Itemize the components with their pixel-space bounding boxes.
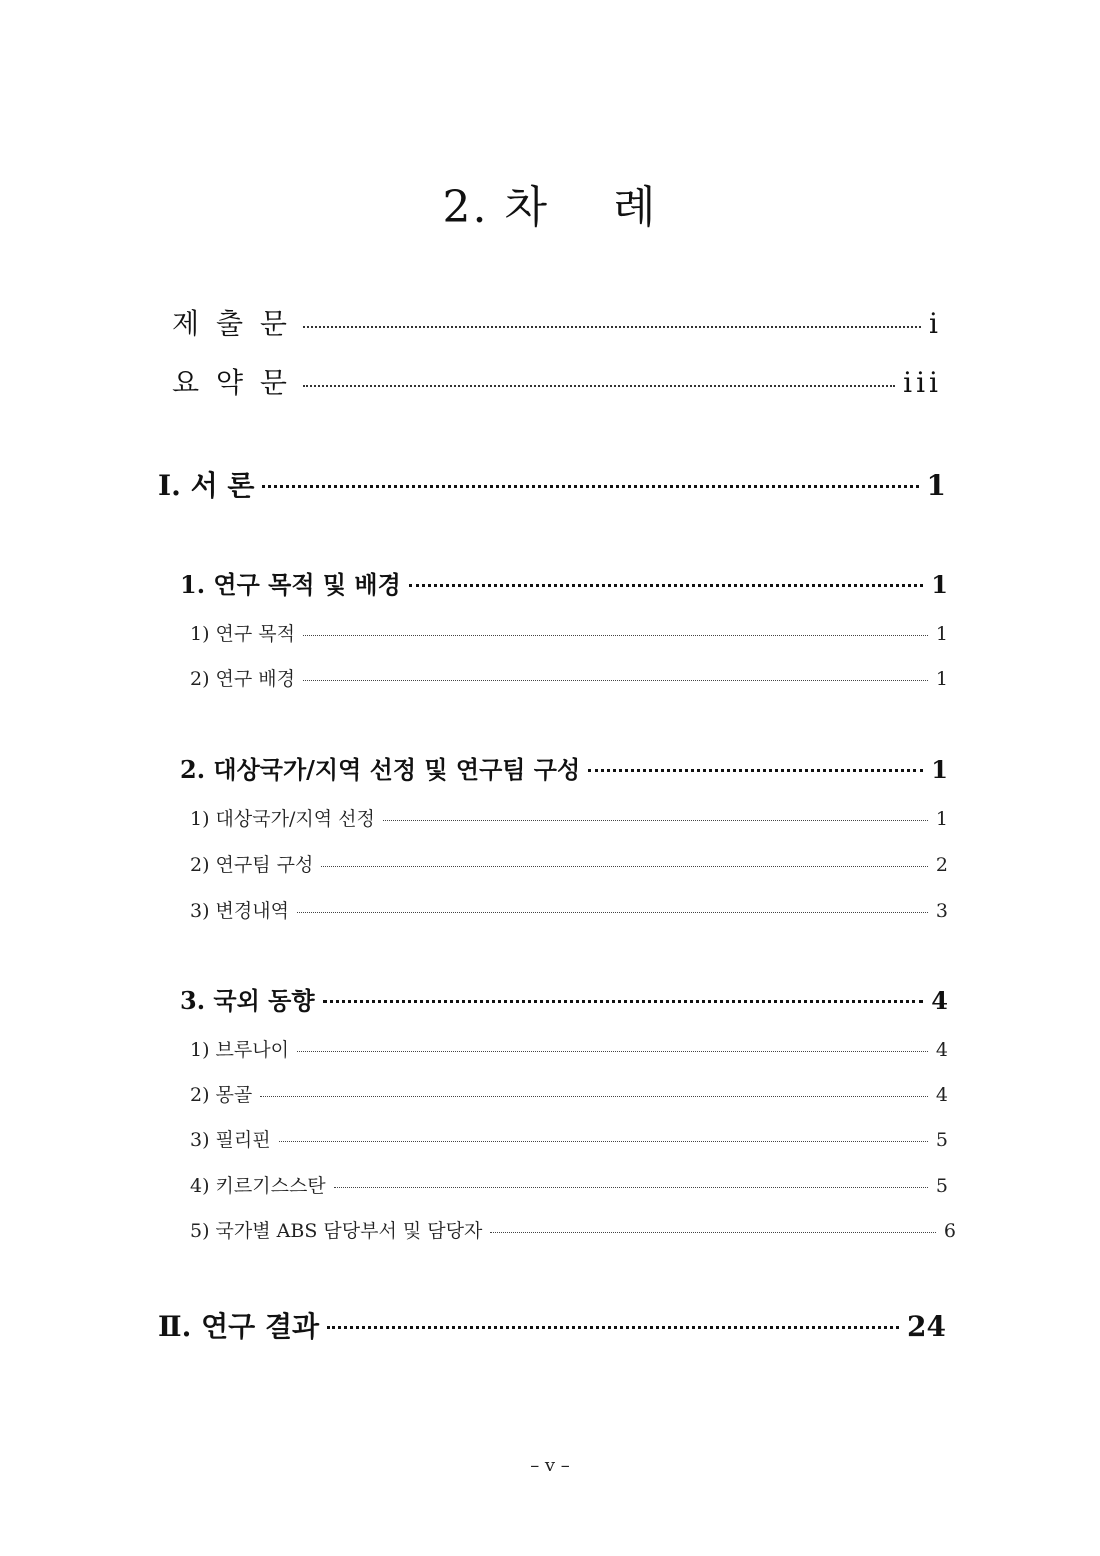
toc-section-label: 2. 대상국가/지역 선정 및 연구팀 구성 xyxy=(180,755,581,784)
toc-chapter-results[interactable] xyxy=(158,1305,946,1345)
toc-entry-page: iii xyxy=(903,366,942,399)
toc-subsection-label: 2) 연구팀 구성 xyxy=(190,854,314,876)
toc-chapter-label: Ⅱ. 연구 결과 xyxy=(158,1310,320,1343)
toc-subsection-page: 2 xyxy=(935,854,948,876)
dot-leader xyxy=(303,326,921,328)
toc-subsection[interactable] xyxy=(190,1171,948,1198)
dot-leader xyxy=(383,820,928,821)
toc-subsection[interactable] xyxy=(190,804,948,831)
page-number: – v – xyxy=(530,1455,570,1476)
dot-leader xyxy=(262,485,918,488)
toc-subsection-label: 3) 변경내역 xyxy=(190,900,289,922)
dot-leader xyxy=(490,1232,936,1233)
toc-entry-label: 제 출 문 xyxy=(172,307,291,340)
toc-subsection-page: 4 xyxy=(935,1084,948,1106)
dot-leader xyxy=(327,1326,899,1329)
toc-subsection-label: 2) 연구 배경 xyxy=(190,668,295,690)
toc-subsection[interactable] xyxy=(190,1035,948,1062)
toc-subsection-label: 5) 국가별 ABS 담당부서 및 담당자 xyxy=(190,1220,483,1242)
toc-entry-summary[interactable] xyxy=(172,361,942,401)
toc-subsection-label: 3) 필리핀 xyxy=(190,1129,271,1151)
dot-leader xyxy=(297,1051,928,1052)
toc-section-3[interactable] xyxy=(180,981,948,1016)
toc-chapter-page: 1 xyxy=(926,469,946,502)
toc-subsection-page: 6 xyxy=(943,1220,956,1242)
toc-title: 2. 차 례 xyxy=(442,182,658,233)
toc-subsection[interactable] xyxy=(190,1216,956,1243)
toc-subsection[interactable] xyxy=(190,896,948,923)
dot-leader xyxy=(279,1141,928,1142)
toc-entry-submission[interactable] xyxy=(172,302,942,342)
dot-leader xyxy=(303,635,928,636)
toc-subsection-label: 4) 키르기스스탄 xyxy=(190,1175,326,1197)
toc-subsection[interactable] xyxy=(190,664,948,691)
toc-section-label: 1. 연구 목적 및 배경 xyxy=(180,570,401,599)
toc-subsection-page: 1 xyxy=(935,668,948,690)
toc-subsection[interactable] xyxy=(190,619,948,646)
toc-subsection-page: 5 xyxy=(935,1129,948,1151)
dot-leader xyxy=(323,1000,924,1003)
toc-subsection-label: 1) 브루나이 xyxy=(190,1039,289,1061)
toc-section-2[interactable] xyxy=(180,750,948,785)
toc-subsection-label: 2) 몽골 xyxy=(190,1084,253,1106)
dot-leader xyxy=(260,1096,928,1097)
toc-subsection-page: 5 xyxy=(935,1175,948,1197)
toc-entry-label: 요 약 문 xyxy=(172,366,291,399)
toc-subsection[interactable] xyxy=(190,1080,948,1107)
toc-section-page: 4 xyxy=(931,986,948,1015)
dot-leader xyxy=(588,769,923,772)
toc-subsection-label: 1) 대상국가/지역 선정 xyxy=(190,808,375,830)
dot-leader xyxy=(334,1187,928,1188)
toc-chapter-label: I. 서 론 xyxy=(158,469,255,502)
toc-section-label: 3. 국외 동향 xyxy=(180,986,315,1015)
toc-entry-page: i xyxy=(929,307,942,340)
toc-section-page: 1 xyxy=(931,755,948,784)
toc-subsection-page: 3 xyxy=(935,900,948,922)
toc-subsection-label: 1) 연구 목적 xyxy=(190,623,295,645)
dot-leader xyxy=(321,866,928,867)
dot-leader xyxy=(297,912,928,913)
toc-section-page: 1 xyxy=(931,570,948,599)
dot-leader xyxy=(409,584,924,587)
toc-subsection-page: 1 xyxy=(935,623,948,645)
dot-leader xyxy=(303,680,928,681)
toc-section-1[interactable] xyxy=(180,565,948,600)
dot-leader xyxy=(303,385,895,387)
toc-subsection-page: 4 xyxy=(935,1039,948,1061)
toc-chapter-introduction[interactable] xyxy=(158,464,946,504)
toc-subsection[interactable] xyxy=(190,1125,948,1152)
toc-subsection[interactable] xyxy=(190,850,948,877)
toc-chapter-page: 24 xyxy=(907,1310,946,1343)
toc-subsection-page: 1 xyxy=(935,808,948,830)
